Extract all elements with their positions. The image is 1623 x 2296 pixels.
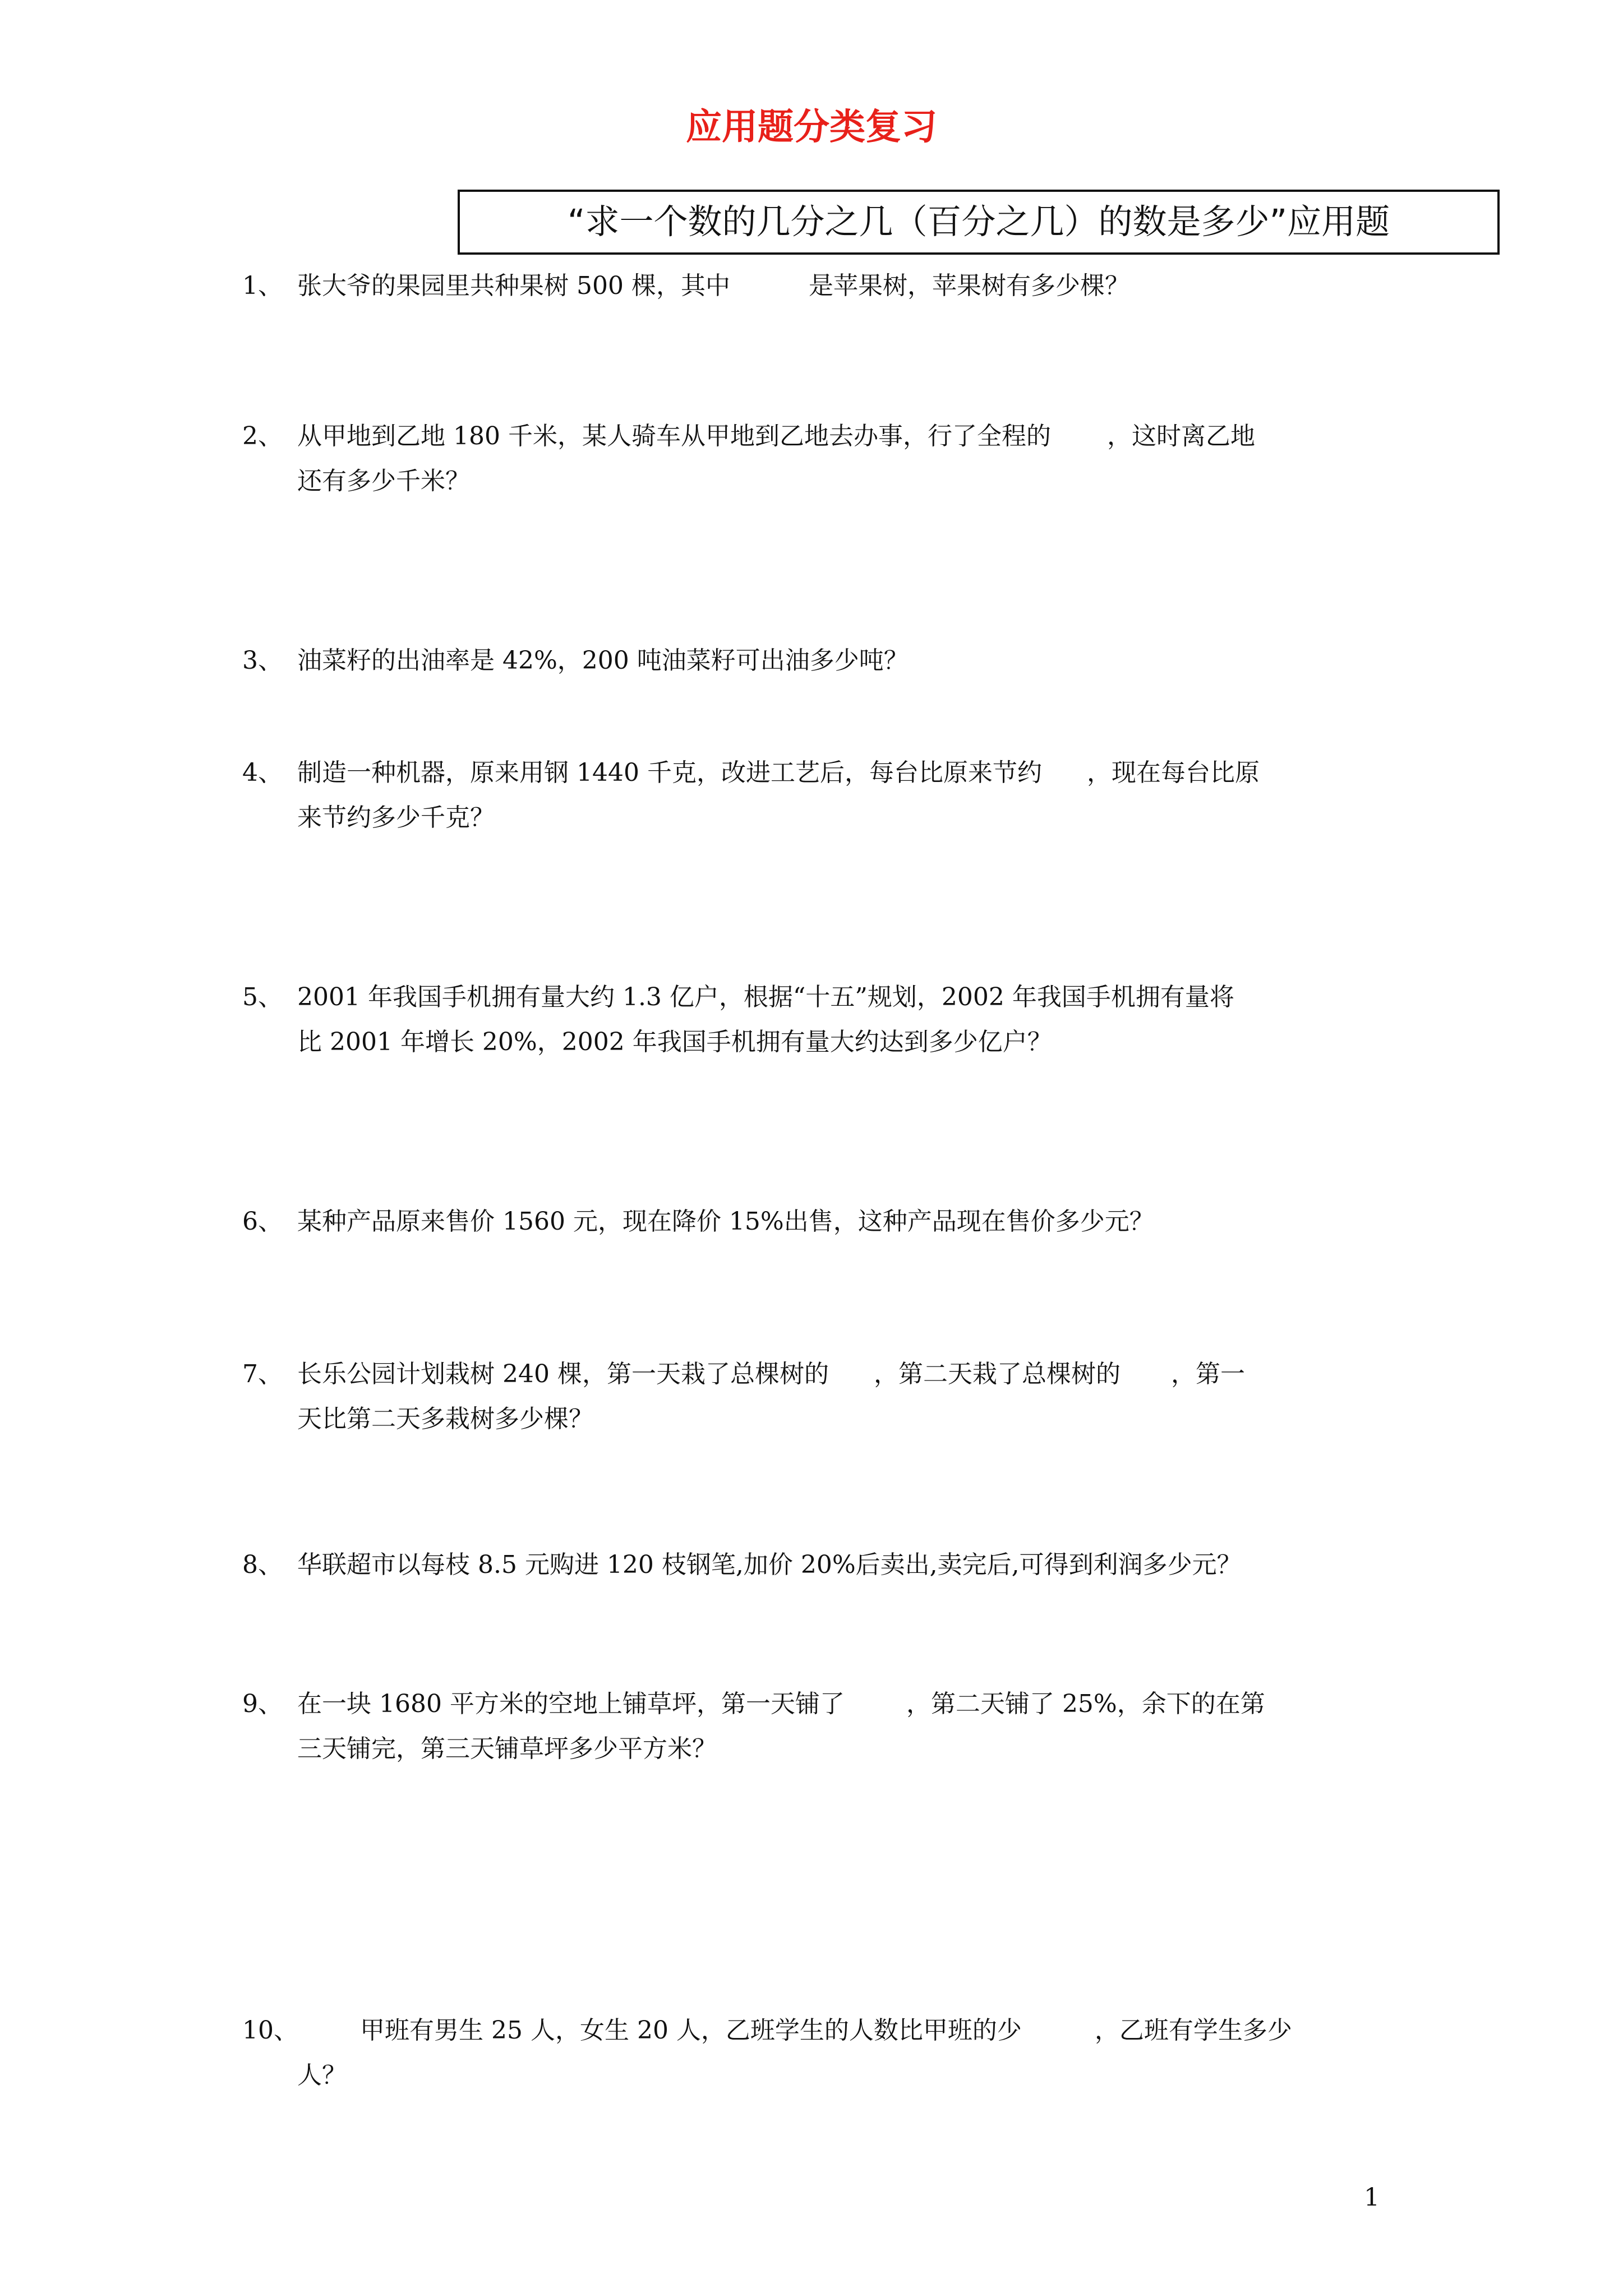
- question-8: [242, 1543, 1409, 1588]
- question-number: 8、: [242, 1550, 283, 1579]
- question-line: [297, 1397, 1409, 1442]
- question-text: ，现在每台比原: [1086, 758, 1260, 787]
- question-number: 9、: [242, 1690, 283, 1718]
- section-heading-box: [458, 190, 1500, 255]
- question-line: [297, 414, 1409, 459]
- question-number: 1、: [242, 272, 283, 300]
- question-text: ，第二天铺了 25%，余下的在第: [906, 1690, 1265, 1718]
- question-number: 10、: [242, 2016, 298, 2045]
- section-heading: “求一个数的几分之几（百分之几）的数是多少”应用题: [567, 202, 1390, 242]
- question-line: [297, 1352, 1409, 1397]
- question-10: [242, 2008, 1409, 2098]
- question-text: 制造一种机器，原来用钢 1440 千克，改进工艺后，每台比原来节约: [297, 758, 1042, 787]
- question-text: ，第一: [1170, 1360, 1245, 1388]
- question-text: 华联超市以每枝 8.5 元购进 120 枝钢笔,加价 20%后卖出,卖完后,可得到利润多少元？: [297, 1550, 1242, 1579]
- question-line: [297, 751, 1409, 795]
- question-6: [242, 1199, 1409, 1244]
- question-line: [297, 638, 1409, 683]
- question-4: [242, 751, 1409, 840]
- question-text: ，乙班有学生多少: [1094, 2016, 1292, 2045]
- question-text: 三天铺完，第三天铺草坪多少平方米？: [297, 1734, 717, 1763]
- question-line: [297, 795, 1409, 840]
- question-9: [242, 1682, 1409, 1772]
- question-text: 天比第二天多栽树多少棵？: [297, 1405, 593, 1433]
- question-text: 人？: [297, 2061, 347, 2090]
- question-line: [297, 975, 1409, 1020]
- question-line: [297, 1543, 1409, 1588]
- question-text: ，第二天栽了总棵树的: [873, 1360, 1121, 1388]
- question-line: [297, 2008, 1409, 2053]
- question-text: 在一块 1680 平方米的空地上铺草坪，第一天铺了: [297, 1690, 845, 1718]
- question-text: 是苹果树，苹果树有多少棵？: [808, 272, 1129, 300]
- question-line: [297, 1020, 1409, 1065]
- question-text: 2001 年我国手机拥有量大约 1.3 亿户，根据“十五”规划，2002 年我国手机拥有量将: [297, 983, 1234, 1011]
- question-line: [297, 1682, 1409, 1727]
- question-number: 6、: [242, 1207, 283, 1236]
- question-text: 从甲地到乙地 180 千米，某人骑车从甲地到乙地去办事，行了全程的: [297, 422, 1051, 450]
- question-2: [242, 414, 1409, 504]
- question-line: [297, 2053, 1409, 2098]
- question-number: 4、: [242, 758, 283, 787]
- question-text: 长乐公园计划栽树 240 棵，第一天栽了总棵树的: [297, 1360, 829, 1388]
- question-text: 比 2001 年增长 20%，2002 年我国手机拥有量大约达到多少亿户？: [297, 1028, 1052, 1056]
- question-7: [242, 1352, 1409, 1442]
- page-number: 1: [1364, 2183, 1380, 2212]
- question-line: [297, 1727, 1409, 1772]
- question-line: [297, 264, 1409, 309]
- question-text: 甲班有男生 25 人，女生 20 人，乙班学生的人数比甲班的少: [360, 2016, 1022, 2045]
- question-text: 还有多少千米？: [297, 467, 470, 495]
- question-line: [297, 1199, 1409, 1244]
- question-line: [297, 459, 1409, 504]
- question-text: 来节约多少千克？: [297, 803, 495, 832]
- page-title: 应用题分类复习: [686, 107, 937, 148]
- question-3: [242, 638, 1409, 683]
- question-number: 7、: [242, 1360, 283, 1388]
- question-number: 3、: [242, 646, 283, 675]
- question-5: [242, 975, 1409, 1065]
- question-number: 2、: [242, 422, 283, 450]
- question-text: 油菜籽的出油率是 42%，200 吨油菜籽可出油多少吨？: [297, 646, 909, 675]
- question-text: 某种产品原来售价 1560 元，现在降价 15%出售，这种产品现在售价多少元？: [297, 1207, 1154, 1236]
- question-number: 5、: [242, 983, 283, 1011]
- question-1: [242, 264, 1409, 309]
- question-text: 张大爷的果园里共种果树 500 棵，其中: [297, 272, 730, 300]
- question-text: ，这时离乙地: [1106, 422, 1255, 450]
